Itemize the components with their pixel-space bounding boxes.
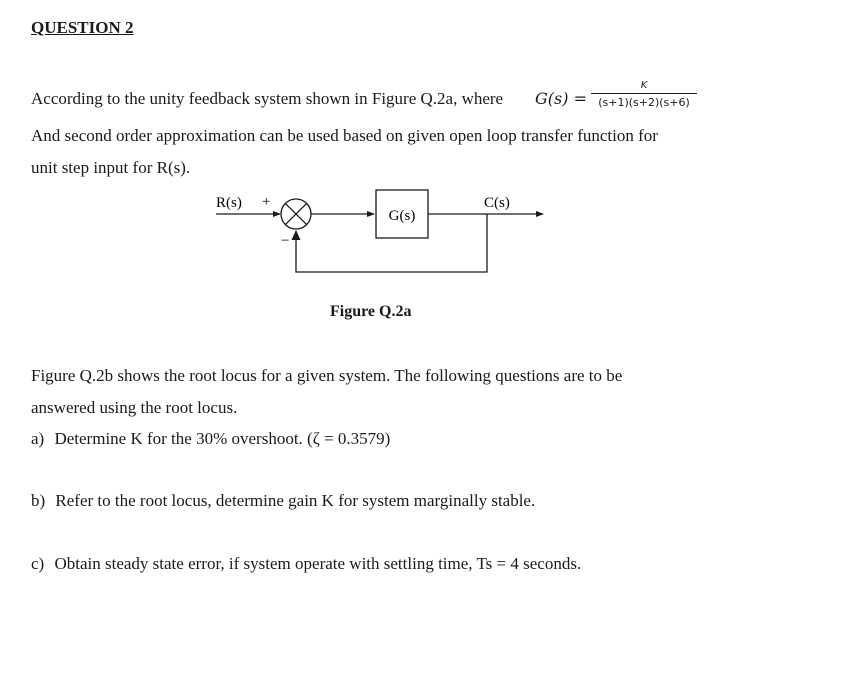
intro-line-1: According to the unity feedback system shown in Figure Q.2a, where bbox=[31, 89, 504, 108]
output-label: C(s) bbox=[484, 195, 510, 211]
minus-sign: − bbox=[281, 233, 290, 249]
part-text: Determine K for the 30% overshoot. (ζ = 0.3579) bbox=[54, 429, 391, 448]
question-part-c bbox=[31, 554, 581, 574]
part-text: Obtain steady state error, if system operate with settling time, Ts = 4 seconds. bbox=[54, 554, 582, 573]
plus-sign: + bbox=[262, 194, 271, 210]
question-part-b bbox=[31, 491, 535, 511]
question-title: QUESTION 2 bbox=[31, 18, 134, 37]
intro-line-3: unit step input for R(s). bbox=[31, 158, 191, 177]
paragraph-line-1: Figure Q.2b shows the root locus for a given system. The following questions are to be bbox=[31, 366, 623, 385]
part-text: Refer to the root locus, determine gain K for system marginally stable. bbox=[55, 491, 536, 510]
block-label: G(s) bbox=[388, 208, 416, 224]
part-label: b) bbox=[31, 491, 46, 510]
intro-line-2: And second order approximation can be used based on given open loop transfer function for bbox=[31, 126, 658, 145]
question-part-a bbox=[31, 429, 390, 449]
part-label: a) bbox=[31, 429, 45, 448]
feedback-arrowhead bbox=[292, 230, 301, 240]
input-label: R(s) bbox=[216, 195, 242, 211]
figure-caption: Figure Q.2a bbox=[330, 303, 412, 320]
fraction-numerator: K bbox=[640, 80, 648, 91]
part-label: c) bbox=[31, 554, 45, 573]
paragraph-line-2: answered using the root locus. bbox=[31, 398, 238, 417]
transfer-function-lhs: G(s) = bbox=[535, 89, 587, 108]
fraction-denominator: (s+1)(s+2)(s+6) bbox=[598, 96, 690, 109]
